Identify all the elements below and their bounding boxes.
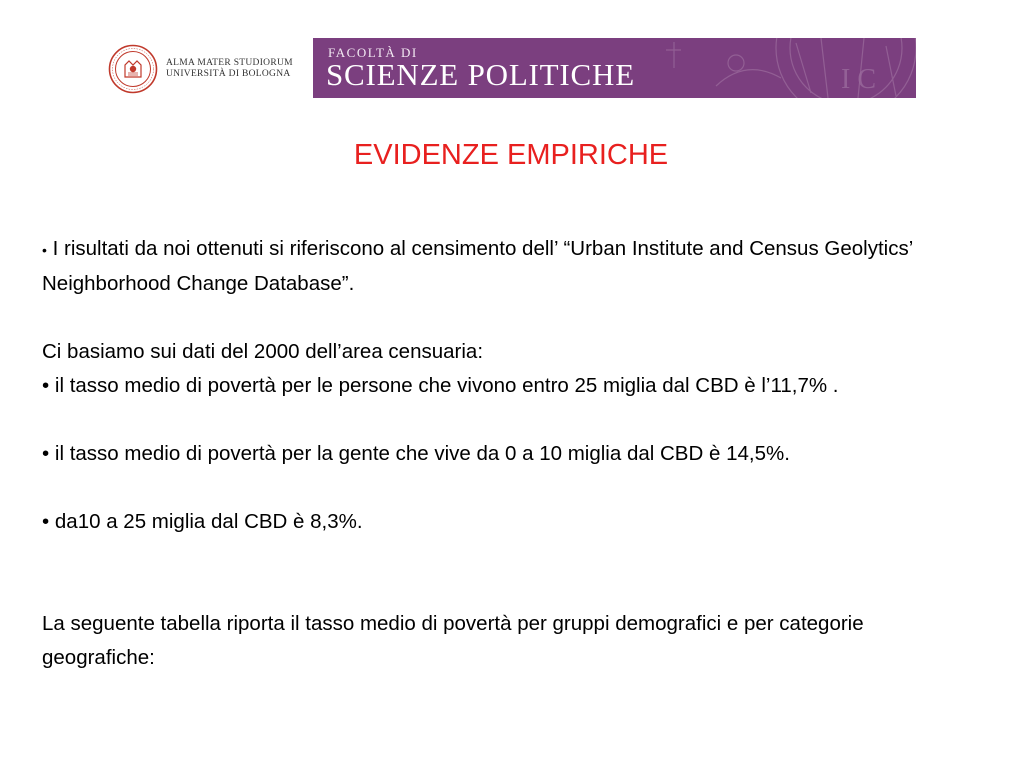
paragraph-5	[42, 505, 972, 539]
faculty-label-big: SCIENZE POLITICHE	[326, 57, 635, 92]
svg-text:I C: I C	[841, 64, 876, 95]
slide-body	[42, 232, 972, 675]
spacer	[42, 471, 972, 505]
bullet-icon: •	[42, 442, 50, 465]
university-name	[166, 58, 293, 80]
paragraph-3-text: il tasso medio di povertà per le persone che vivono entro 25 miglia dal CBD è l’11,7% .	[54, 374, 839, 397]
faculty-banner	[313, 38, 916, 98]
spacer	[42, 539, 972, 573]
spacer	[42, 403, 972, 437]
paragraph-1	[42, 232, 972, 301]
paragraph-2: Ci basiamo sui dati del 2000 dell’area censuaria:	[42, 340, 484, 363]
university-logo	[108, 44, 293, 94]
banner-decoration-icon	[596, 38, 916, 98]
paragraph-3	[42, 369, 972, 403]
bullet-icon: •	[42, 510, 50, 533]
paragraph-4-text: il tasso medio di povertà per la gente che vive da 0 a 10 miglia dal CBD è 14,5%.	[54, 442, 790, 465]
slide-title	[0, 139, 1010, 172]
spacer	[42, 573, 972, 607]
spacer	[42, 301, 972, 335]
slide-title-text: EVIDENZE EMPIRICHE	[353, 139, 669, 171]
paragraph-4	[42, 437, 972, 471]
bullet-icon: •	[42, 242, 47, 258]
university-seal-icon	[108, 44, 158, 94]
faculty-label-small: FACOLTÀ DI	[328, 45, 418, 60]
paragraph-1-text: I risultati da noi ottenuti si riferiscono al censimento dell’ “Urban Institute and Census Geolytics’ Neighborhood Change Database”.	[42, 237, 913, 295]
university-name-line1: ALMA MATER STUDIORUM	[166, 58, 293, 68]
bullet-icon: •	[42, 374, 50, 397]
paragraph-6: La seguente tabella riporta il tasso medio di povertà per gruppi demografici e per categorie geografiche:	[42, 612, 864, 669]
university-name-line2: UNIVERSITÀ DI BOLOGNA	[166, 69, 291, 79]
paragraph-5-text: da10 a 25 miglia dal CBD è 8,3%.	[54, 510, 363, 533]
